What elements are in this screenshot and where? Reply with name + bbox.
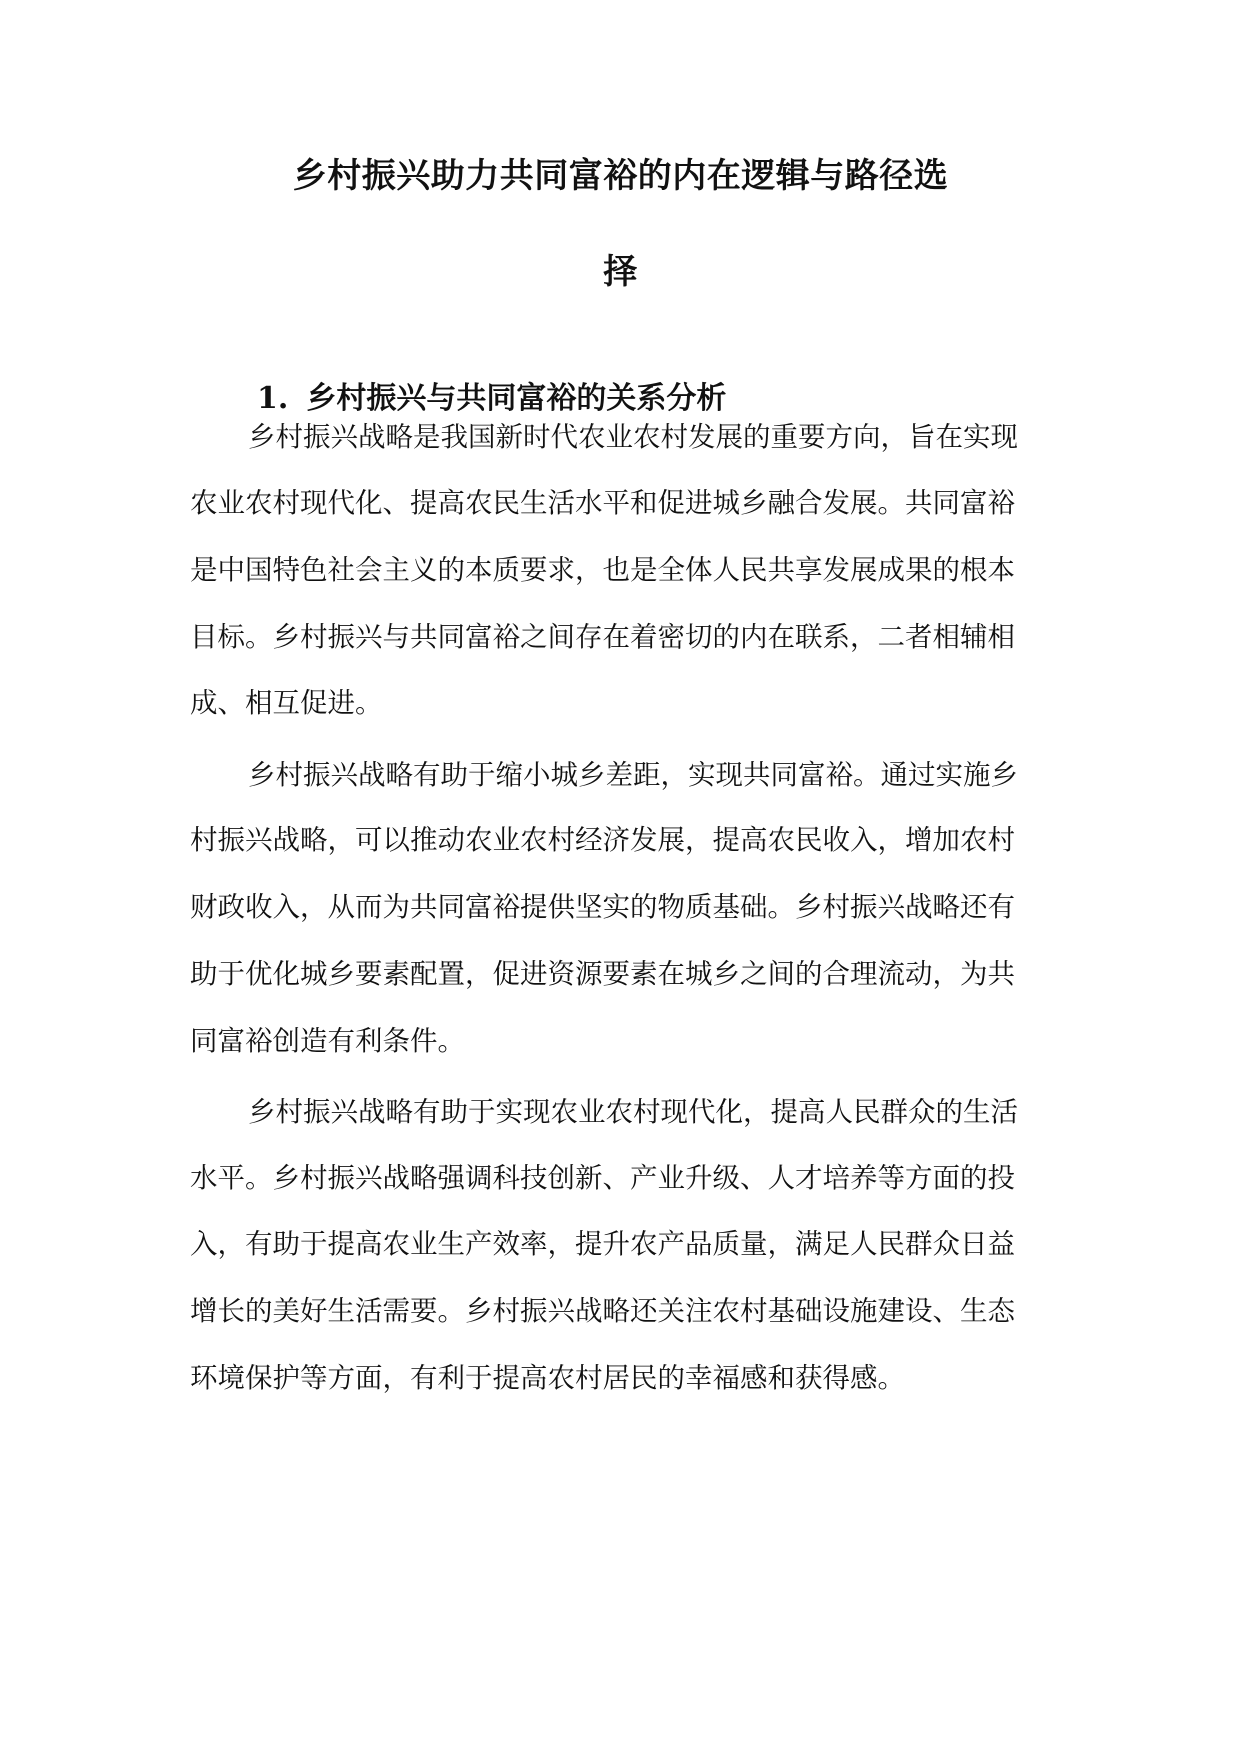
paragraph-2-line-5: 同富裕创造有利条件。 [190, 1025, 465, 1057]
paragraph-1-line-3: 是中国特色社会主义的本质要求，也是全体人民共享发展成果的根本 [190, 554, 1015, 586]
section-heading-text: 乡村振兴与共同富裕的关系分析 [306, 381, 727, 416]
paragraph-2-line-2: 村振兴战略，可以推动农业农村经济发展，提高农民收入，增加农村 [190, 824, 1015, 856]
paragraph-1-line-4: 目标。乡村振兴与共同富裕之间存在着密切的内在联系，二者相辅相 [190, 621, 1015, 653]
paragraph-1-line-5: 成、相互促进。 [190, 687, 383, 719]
paragraph-1-line-2: 农业农村现代化、提高农民生活水平和促进城乡融合发展。共同富裕 [190, 487, 1015, 519]
section-number: 1. [257, 381, 289, 416]
document-title-line-2: 择 [603, 252, 638, 292]
paragraph-1-line-1: 乡村振兴战略是我国新时代农业农村发展的重要方向，旨在实现 [248, 421, 1018, 453]
paragraph-3-line-5: 环境保护等方面，有利于提高农村居民的幸福感和获得感。 [190, 1362, 905, 1394]
paragraph-2-line-3: 财政收入，从而为共同富裕提供坚实的物质基础。乡村振兴战略还有 [190, 891, 1015, 923]
paragraph-3-line-1: 乡村振兴战略有助于实现农业农村现代化，提高人民群众的生活 [248, 1096, 1018, 1128]
paragraph-3-line-4: 增长的美好生活需要。乡村振兴战略还关注农村基础设施建设、生态 [190, 1295, 1015, 1327]
paragraph-3-line-3: 入，有助于提高农业生产效率，提升农产品质量，满足人民群众日益 [190, 1228, 1015, 1260]
document-title-line-1: 乡村振兴助力共同富裕的内在逻辑与路径选 [292, 156, 949, 196]
paragraph-3-line-2: 水平。乡村振兴战略强调科技创新、产业升级、人才培养等方面的投 [190, 1162, 1015, 1194]
paragraph-2-line-4: 助于优化城乡要素配置，促进资源要素在城乡之间的合理流动，为共 [190, 958, 1015, 990]
paragraph-2-line-1: 乡村振兴战略有助于缩小城乡差距，实现共同富裕。通过实施乡 [248, 759, 1018, 791]
section-heading [257, 379, 726, 419]
